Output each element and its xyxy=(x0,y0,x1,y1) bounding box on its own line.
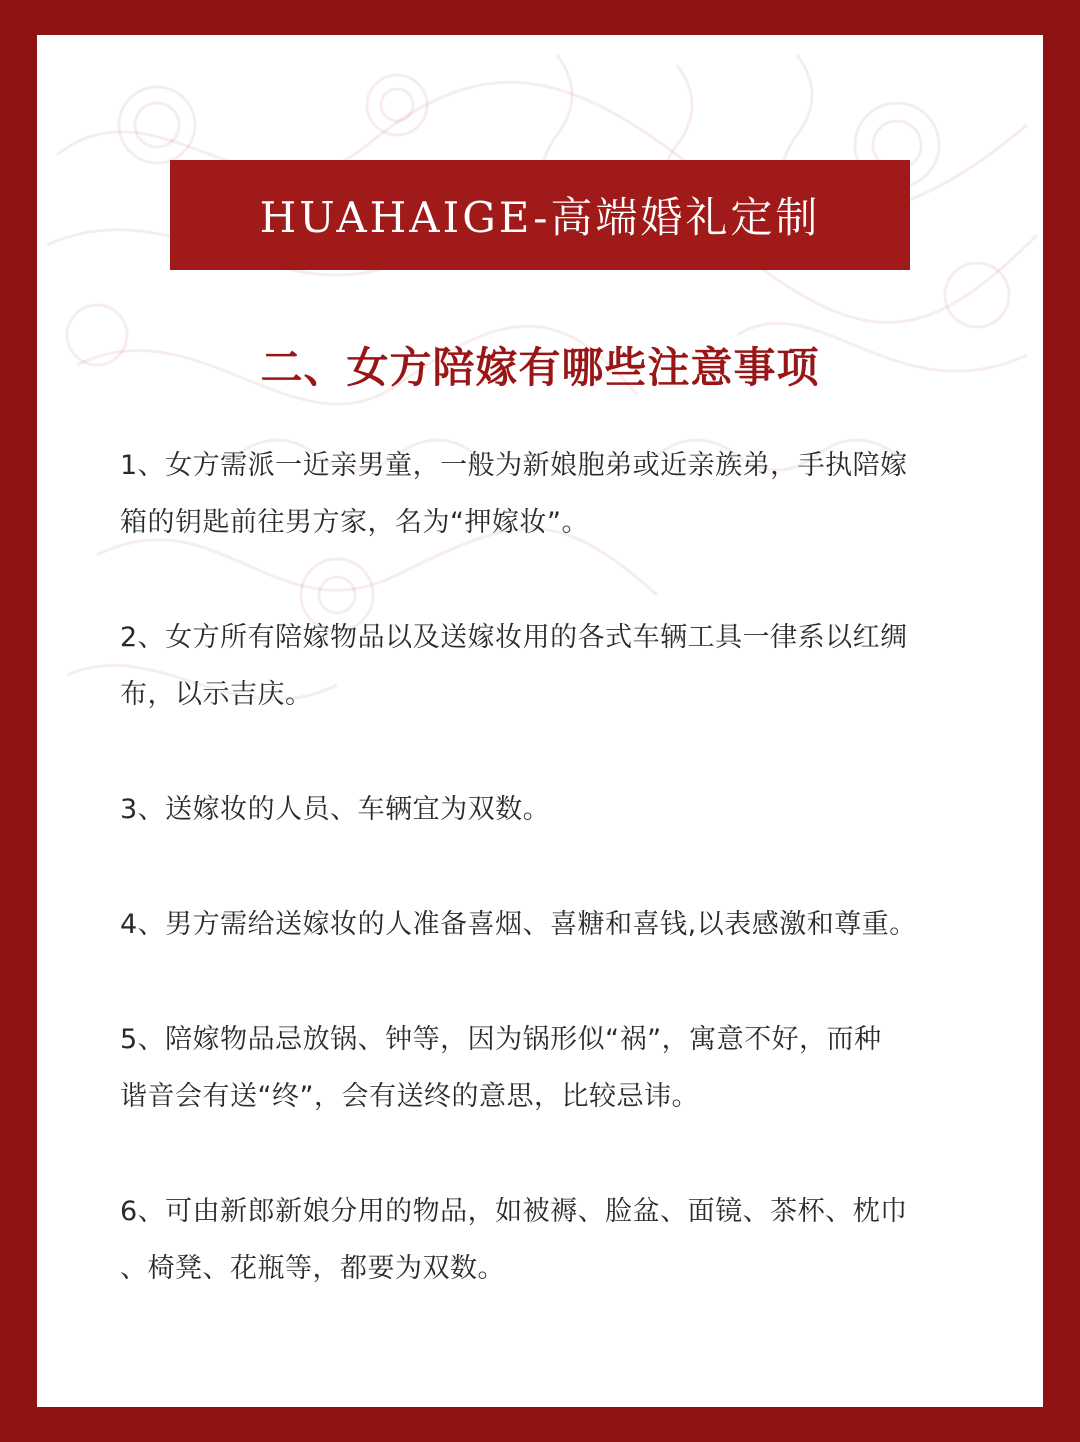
list-item xyxy=(120,1183,950,1297)
content-card xyxy=(37,35,1043,1407)
list-item-line: 、椅凳、花瓶等，都要为双数。 xyxy=(120,1253,505,1284)
list-item-line: 6、可由新郎新娘分用的物品，如被褥、脸盆、面镜、茶杯、枕巾 xyxy=(120,1196,908,1227)
section-heading: 二、女方陪嫁有哪些注意事项 xyxy=(260,343,820,392)
banner-title: HUAHAIGE-高端婚礼定制 xyxy=(259,193,821,242)
list-item-line: 2、女方所有陪嫁物品以及送嫁妆用的各式车辆工具一律系以红绸 xyxy=(120,622,908,653)
list-item xyxy=(120,896,950,953)
list-item-line: 谐音会有送“终”，会有送终的意思，比较忌讳。 xyxy=(120,1081,699,1112)
list-item-line: 3、送嫁妆的人员、车辆宜为双数。 xyxy=(120,794,551,825)
title-banner xyxy=(170,160,910,270)
list-item-line: 1、女方需派一近亲男童，一般为新娘胞弟或近亲族弟，手执陪嫁 xyxy=(120,450,908,481)
list-item-line: 4、男方需给送嫁妆的人准备喜烟、喜糖和喜钱,以表感激和尊重。 xyxy=(120,909,917,940)
list-item-line: 5、陪嫁物品忌放锅、钟等，因为锅形似“祸”，寓意不好，而种 xyxy=(120,1024,882,1055)
list-item xyxy=(120,781,950,838)
list-item xyxy=(120,437,950,551)
list-item xyxy=(120,609,950,723)
list-item-line: 箱的钥匙前往男方家，名为“押嫁妆”。 xyxy=(120,507,589,538)
list-item xyxy=(120,1011,950,1125)
list-item-line: 布，以示吉庆。 xyxy=(120,679,313,710)
